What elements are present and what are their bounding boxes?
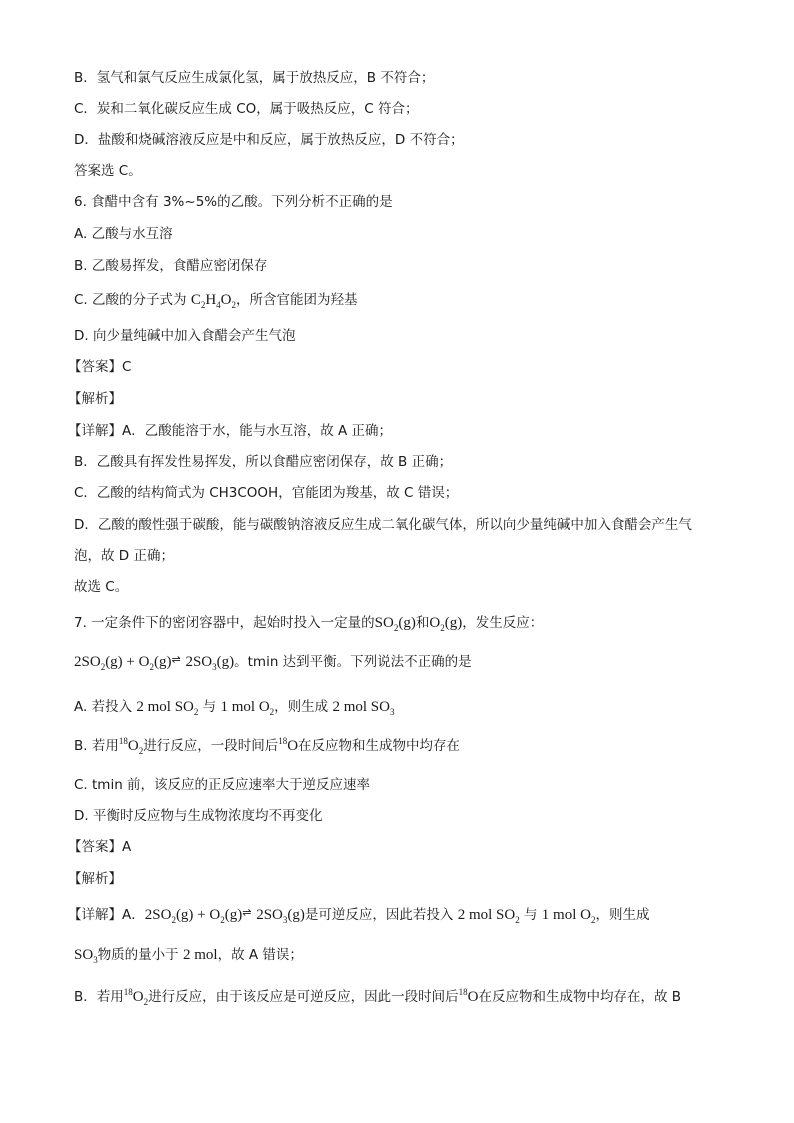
stem-text: 和 [415, 615, 430, 631]
formula-c2h4o2: $C_2H_4O_2$ [190, 292, 237, 310]
question-7-stem [74, 613, 724, 633]
option-text: 进行反应，一段时间后 [143, 738, 279, 754]
question-6-option-d: D. 向少量纯碱中加入食醋会产生气泡 [74, 328, 296, 344]
detail-text: 在反应物和生成物中均存在，故 B [478, 989, 682, 1005]
question-7-option-b [74, 736, 724, 756]
question-7-option-c: C. tmin 前，该反应的正反应速率大于逆反应速率 [74, 777, 371, 793]
equation-left: $2SO_2(g) + O_2(g)$ [74, 654, 172, 672]
question-7-option-a [74, 697, 724, 717]
detail-text: 与 [519, 907, 542, 923]
formula-so2g: $SO_2(g)$ [374, 615, 416, 633]
text-line: 答案选 C。 [74, 163, 142, 179]
conclusion-line: 故选 C。 [74, 579, 129, 595]
detail-text: 物质的量小于 [97, 947, 183, 963]
formula-1mol-o2: 1 mol $O_2$ [220, 699, 275, 717]
question-6-stem: 6. 食醋中含有 3%~5%的乙酸。下列分析不正确的是 [74, 194, 393, 210]
option-text: ，所含官能团为羟基 [236, 292, 358, 308]
question-7-equation-line [74, 652, 724, 673]
stem-text: ，发生反应： [462, 615, 544, 631]
option-text: ，则生成 [274, 699, 333, 715]
text-line: B．氢气和氯气反应生成氯化氢，属于放热反应，B 不符合； [74, 70, 435, 86]
answer-line [68, 837, 724, 857]
answer-value: A [122, 839, 132, 855]
detail-text: ，则生成 [595, 907, 650, 923]
detail-line: 泡，故 D 正确； [74, 548, 174, 564]
detail-line [68, 905, 724, 926]
reversible-arrow-icon: ⇌ [242, 906, 253, 919]
detail-line: C．乙酸的结构简式为 CH3COOH，官能团为羧基，故 C 错误； [74, 485, 459, 501]
detail-text: ，故 A 错误； [217, 947, 303, 963]
question-6-option-c [74, 290, 724, 310]
analysis-tag: 【解析】 [68, 391, 122, 407]
detail-text: B．若用 [74, 989, 124, 1005]
equation-text: 。tmin 达到平衡。下列说法不正确的是 [234, 654, 472, 670]
option-text: C. 乙酸的分子式为 [74, 292, 191, 308]
detail-text: A． [122, 907, 145, 923]
formula-18o2: $^{18}O_2$ [118, 736, 144, 756]
detail-tag: 【详解】 [68, 423, 122, 439]
detail-line [68, 421, 724, 441]
answer-tag: 【答案】 [68, 839, 122, 855]
formula-18o2: $^{18}O_2$ [123, 987, 149, 1007]
text-line: C．炭和二氧化碳反应生成 CO，属于吸热反应，C 符合； [74, 101, 419, 117]
reversible-arrow-icon: ⇌ [171, 653, 182, 666]
formula-2mol-so2: 2 mol $SO_2$ [136, 699, 199, 717]
option-text: B. 若用 [74, 738, 119, 754]
detail-text: A．乙酸能溶于水，能与水互溶，故 A 正确； [122, 423, 393, 439]
equation-right: $2SO_3(g)$ [252, 907, 305, 925]
formula-1mol-o2: 1 mol $O_2$ [541, 907, 596, 925]
detail-text: 是可逆反应，因此若投入 [304, 907, 458, 923]
formula-18o: $^{18}$O [278, 736, 299, 754]
formula-2mol-so3: 2 mol $SO_3$ [332, 699, 395, 717]
detail-line: D．乙酸的酸性强于碳酸，能与碳酸钠溶液反应生成二氧化碳气体，所以向少量纯碱中加入食醋会产生气 [74, 517, 692, 533]
option-text: 在反应物和生成物中均存在 [298, 738, 461, 754]
detail-tag: 【详解】 [68, 907, 122, 923]
answer-line [68, 357, 724, 377]
question-6-option-b: B. 乙酸易挥发，食醋应密闭保存 [74, 258, 268, 274]
detail-line [74, 987, 724, 1007]
formula-2mol: 2 mol [182, 947, 218, 963]
option-text: A. 若投入 [74, 699, 137, 715]
question-7-option-d: D. 平衡时反应物与生成物浓度均不再变化 [74, 808, 323, 824]
option-text: 与 [198, 699, 221, 715]
question-6-option-a: A. 乙酸与水互溶 [74, 226, 173, 242]
answer-tag: 【答案】 [68, 359, 122, 375]
detail-text: 进行反应，由于该反应是可逆反应，因此一段时间后 [148, 989, 459, 1005]
formula-o2g: $O_2(g)$ [429, 615, 463, 633]
equation-right: $2SO_3(g)$ [181, 654, 235, 672]
text-line: D．盐酸和烧碱溶液反应是中和反应，属于放热反应，D 不符合； [74, 132, 464, 148]
stem-text: 7. 一定条件下的密闭容器中，起始时投入一定量的 [74, 615, 375, 631]
answer-value: C [122, 359, 132, 375]
detail-line: B．乙酸具有挥发性易挥发，所以食醋应密闭保存，故 B 正确； [74, 454, 453, 470]
formula-2mol-so2: 2 mol $SO_2$ [457, 907, 520, 925]
analysis-tag: 【解析】 [68, 871, 122, 887]
formula-18o: $^{18}$O [458, 987, 479, 1005]
detail-line [74, 945, 724, 965]
formula-so3: $SO_3$ [74, 947, 98, 965]
equation-left: $2SO_2(g) + O_2(g)$ [144, 907, 243, 925]
